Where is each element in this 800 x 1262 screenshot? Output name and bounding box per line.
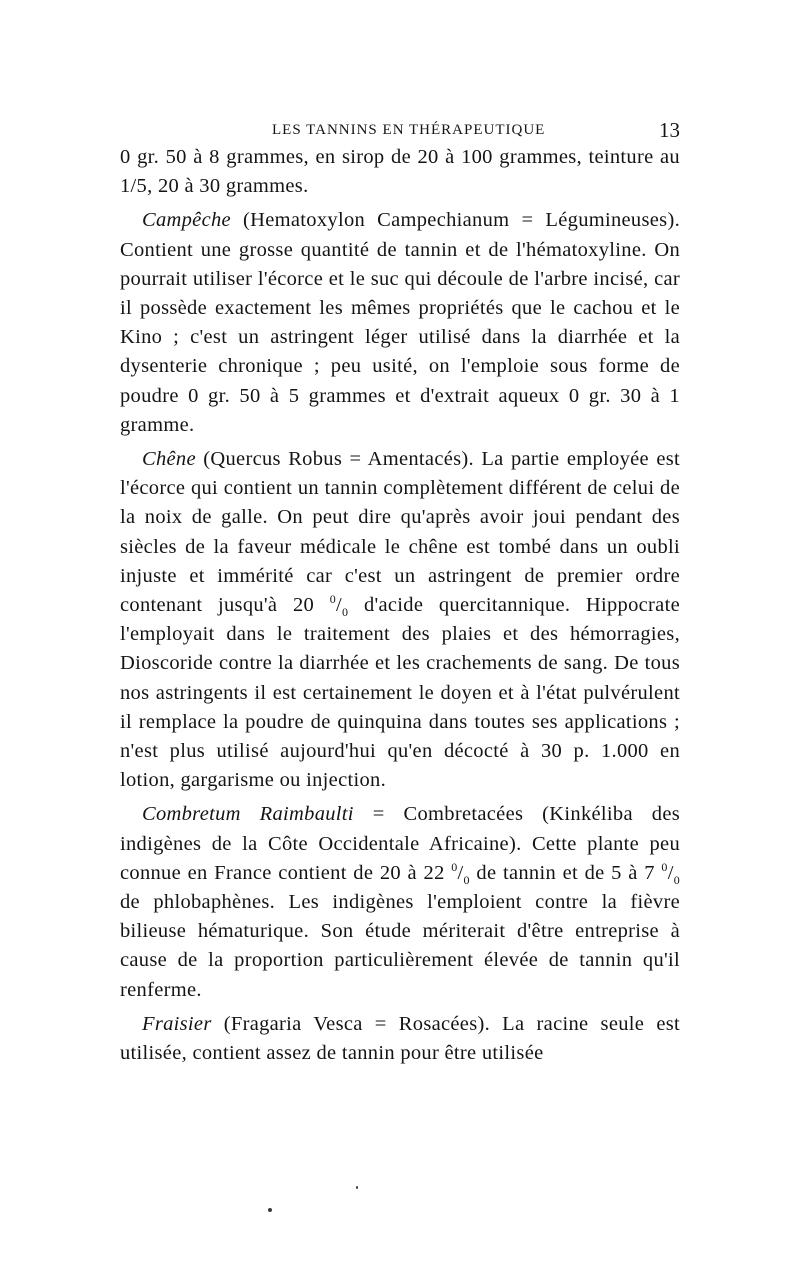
paragraph-text: 0 gr. 50 à 8 grammes, en sirop de 20 à 100 grammes, teinture au 1/5, 20 à 30 grammes. [120,146,680,198]
paragraph-text: (Quercus Robus = Amentacés). La partie employée est l'écorce qui contient un tannin complètement différent de celui de la noix de galle. On peut dire qu'après avoir joui pendant des siècles de la faveur médicale le chêne est tombé dans un oubli injuste et immérité car c'est un astringent de premier ordre contenant jusqu'à 20 [120,448,680,617]
page-header [120,118,680,142]
paragraph-text: (Fragaria Vesca = Rosacées). La racine seule est utilisée, contient assez de tannin pour être utilisée [120,1012,680,1065]
entry-term: Campêche [142,209,231,232]
percent-sign: $^0/_0$ [329,592,349,620]
paragraph-continuation [120,143,680,201]
percent-sign: $^0/_0$ [451,860,470,887]
entry-term: Combretum Raimbaulti [142,803,354,826]
paragraph-campeche [120,206,680,440]
paragraph-text: = Combretacées (Kinkéliba des indigènes de la Côte Occidentale Africaine). Cette plante peu connue en France contient de 20 à 22 [120,803,681,884]
paragraph-combretum [120,800,680,1004]
paragraph-text: d'acide quercitannique. Hippocrate l'employait dans le traitement des plaies et des hémorragies, Dioscoride contre la diarrhée et les crachements de sang. De tous nos astringents il est certainement le doyen et à l'état pulvérulent il remplace la poudre de quinquina dans toutes ses applications ; n'est plus utilisé aujourd'hui qu'en décocté à 30 p. 1.000 en lotion, gargarisme ou injection. [120,594,680,792]
page-number: 13 [659,118,680,142]
paragraph-text: (Hematoxylon Campechianum = Légumineuses). Contient une grosse quantité de tannin et de l'hématoxyline. On pourrait utiliser l'écorce et le suc qui découle de l'arbre incisé, car il possède exactement les mêmes propriétés que le cachou et le Kino ; c'est un astringent léger utilisé dans la diarrhée et la dysenterie chronique ; peu usité, on l'emploie sous forme de poudre 0 gr. 50 à 5 grammes et d'extrait aqueux 0 gr. 30 à 1 gramme. [120,209,680,436]
entry-term: Chêne [142,448,196,471]
ink-speck [268,1208,272,1212]
body-text [120,143,680,1068]
entry-term: Fraisier [142,1012,212,1035]
paragraph-chene [120,445,680,795]
paragraph-text: de phlobaphènes. Les indigènes l'emploient contre la fièvre bilieuse hématurique. Son étude mériterait d'être entreprise à cause de la proportion particulièrement élevée de tannin qu'il renferme. [120,891,680,1001]
paragraph-fraisier [120,1010,680,1068]
ink-speck [356,1186,358,1189]
running-title: LES TANNINS EN THÉRAPEUTIQUE [272,122,546,138]
percent-sign: $^0/_0$ [661,860,681,887]
paragraph-text: de tannin et de 5 à 7 [469,861,662,884]
